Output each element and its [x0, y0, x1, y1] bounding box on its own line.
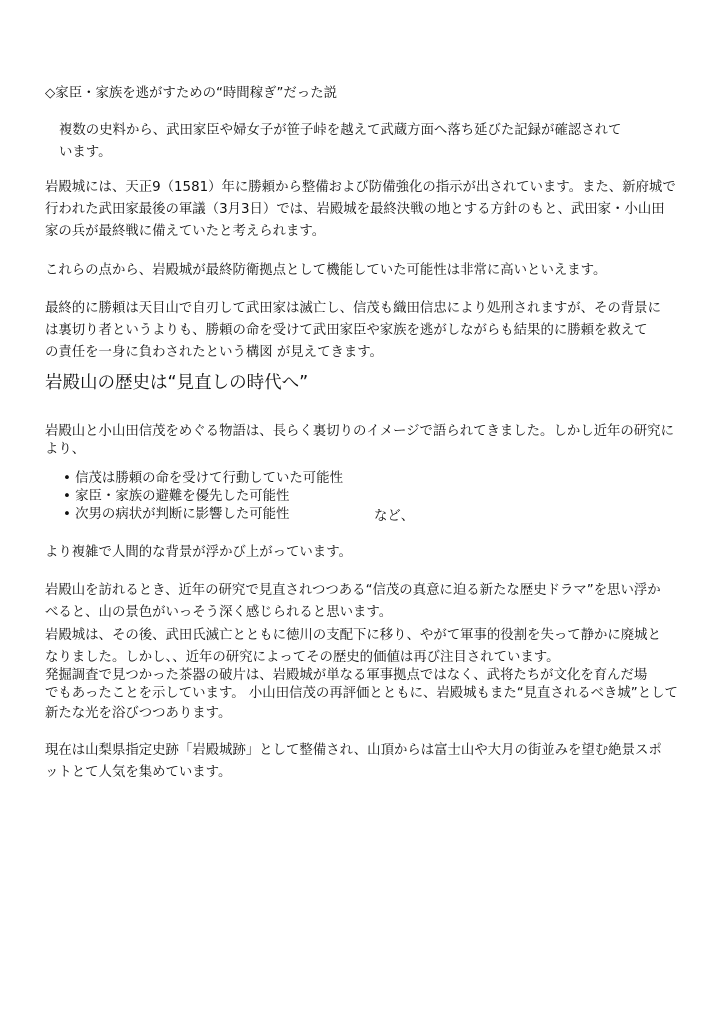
bullet-suffix: など、: [374, 509, 415, 524]
para3-line-1: 最終的に勝頼は天目山で自刃して武田家は滅亡し、信茂も織田信忠により処刑されますが、その背景に: [45, 301, 661, 316]
para5-line-1: 現在は山梨県指定史跡「岩殿城跡」として整備され、山頂からは富士山や大月の街並みを望む絶景スポ: [45, 743, 662, 758]
para4-line-6: でもあったことを示しています。 小山田信茂の再評価とともに、岩殿城もまた“見直されるべき城”として: [45, 686, 678, 701]
para3-line-2: は裏切り者というよりも、勝頼の命を受けて武田家臣や家族を逃がしながらも結果的に勝頼を救えて: [45, 323, 648, 338]
section-heading: 岩殿山の歴史は“見直しの時代へ”: [45, 373, 309, 393]
para5-line-2: ットとて人気を集めています。: [45, 765, 232, 780]
para3-line-3: の責任を一身に負わされたという構図 が見えてきます。: [45, 345, 383, 360]
intro-line-1: 岩殿山と小山田信茂をめぐる物語は、長らく裏切りのイメージで語られてきました。しかし近年の研究に: [45, 424, 674, 439]
bullet-item: • 次男の病状が判断に影響した可能性: [63, 507, 290, 522]
bullet-text: 家臣・家族の避難を優先した可能性: [75, 489, 290, 504]
para4-line-7: 新たな光を浴びつつあります。: [45, 706, 232, 721]
intro-line-2: より、: [45, 442, 86, 457]
para4-line-3: 岩殿城は、その後、武田氏滅亡とともに徳川の支配下に移り、やがて軍事的役割を失って静かに廃城と: [45, 628, 661, 643]
section-title: ◇家臣・家族を逃がすための“時間稼ぎ”だった説: [45, 86, 337, 101]
indent-line-2: います。: [59, 145, 112, 160]
para4-line-5: 発掘調査で見つかった茶器の破片は、岩殿城が単なる軍事拠点ではなく、武将たちが文化を育んだ場: [45, 668, 648, 683]
para1-line-1: 岩殿城には、天正9（1581）年に勝頼から整備および防備強化の指示が出されています。また、新府城で: [45, 180, 676, 195]
indent-line-1: 複数の史料から、武田家臣や婦女子が笹子峠を越えて武蔵方面へ落ち延びた記録が確認されて: [59, 123, 622, 138]
bullet-text: 次男の病状が判断に影響した可能性: [75, 507, 290, 522]
para4-line-1: 岩殿山を訪れるとき、近年の研究で見直されつつある“信茂の真意に迫る新たな歴史ドラマ”を思い浮か: [45, 583, 661, 598]
bullet-item: • 家臣・家族の避難を優先した可能性: [63, 489, 290, 504]
bullet-text: 信茂は勝頼の命を受けて行動していた可能性: [75, 471, 343, 486]
para1-line-3: 家の兵が最終戦に備えていたと考えられます。: [45, 224, 326, 239]
para2: これらの点から、岩殿城が最終防衛拠点として機能していた可能性は非常に高いといえます。: [45, 263, 607, 278]
para4-line-4: なりました。しかし、、近年の研究によってその歴史的価値は再び注目されています。: [45, 650, 560, 665]
bullet-item: • 信茂は勝頼の命を受けて行動していた可能性: [63, 471, 343, 486]
after-bullets: より複雑で人間的な背景が浮かび上がっています。: [45, 545, 352, 560]
para1-line-2: 行われた武田家最後の軍議（3月3日）では、岩殿城を最終決戦の地とする方針のもと、武田家・小山田: [45, 202, 665, 217]
para4-line-2: べると、山の景色がいっそう深く感じられると思います。: [45, 605, 393, 620]
